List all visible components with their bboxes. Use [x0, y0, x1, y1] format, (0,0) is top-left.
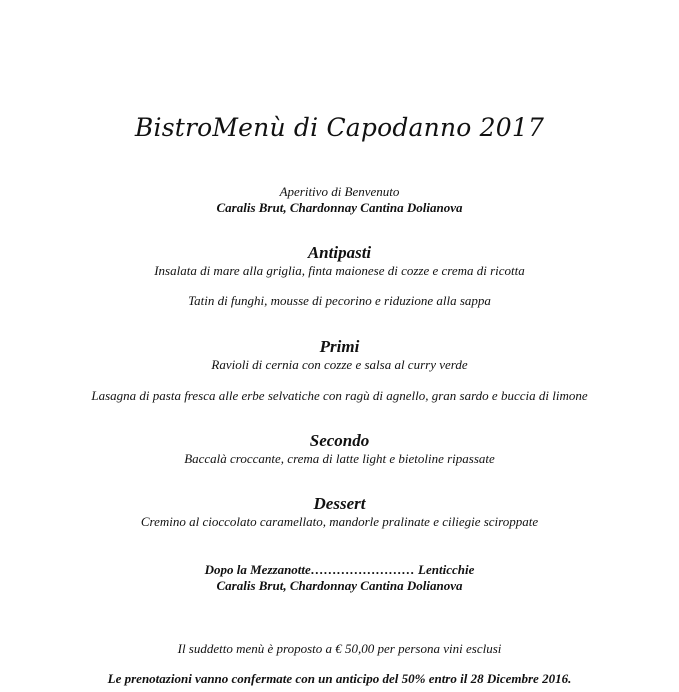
- menu-item: Baccalà croccante, crema di latte light e bietoline ripassate: [184, 451, 495, 466]
- menu-item: Tatin di funghi, mousse di pecorino e riduzione alla sappa: [188, 293, 491, 308]
- menu-title: BistroMenù di Capodanno 2017: [134, 113, 545, 142]
- section-heading-primi: Primi: [319, 337, 360, 356]
- booking-note: Le prenotazioni vanno confermate con un anticipo del 50% entro il 28 Dicembre 2016.: [107, 671, 572, 686]
- section-heading-antipasti: Antipasti: [307, 243, 372, 262]
- menu-item: Cremino al cioccolato caramellato, mandorle pralinate e ciliegie sciroppate: [140, 514, 539, 529]
- welcome-label: Aperitivo di Benvenuto: [279, 184, 400, 199]
- section-heading-secondo: Secondo: [309, 431, 370, 450]
- menu-item: Insalata di mare alla griglia, finta maionese di cozze e crema di ricotta: [154, 263, 525, 278]
- welcome-wine: Caralis Brut, Chardonnay Cantina Dolianova: [216, 200, 463, 215]
- menu-item: Ravioli di cernia con cozze e salsa al curry verde: [211, 357, 468, 372]
- after-midnight-wine: Caralis Brut, Chardonnay Cantina Dolianova: [216, 578, 463, 593]
- section-heading-dessert: Dessert: [313, 494, 366, 513]
- after-midnight-line: Dopo la Mezzanotte…………………… Lenticchie: [204, 562, 475, 577]
- menu-item: Lasagna di pasta fresca alle erbe selvatiche con ragù di agnello, gran sardo e buccia di limone: [91, 388, 588, 403]
- price-note: Il suddetto menù è proposto a € 50,00 per persona vini esclusi: [177, 641, 502, 656]
